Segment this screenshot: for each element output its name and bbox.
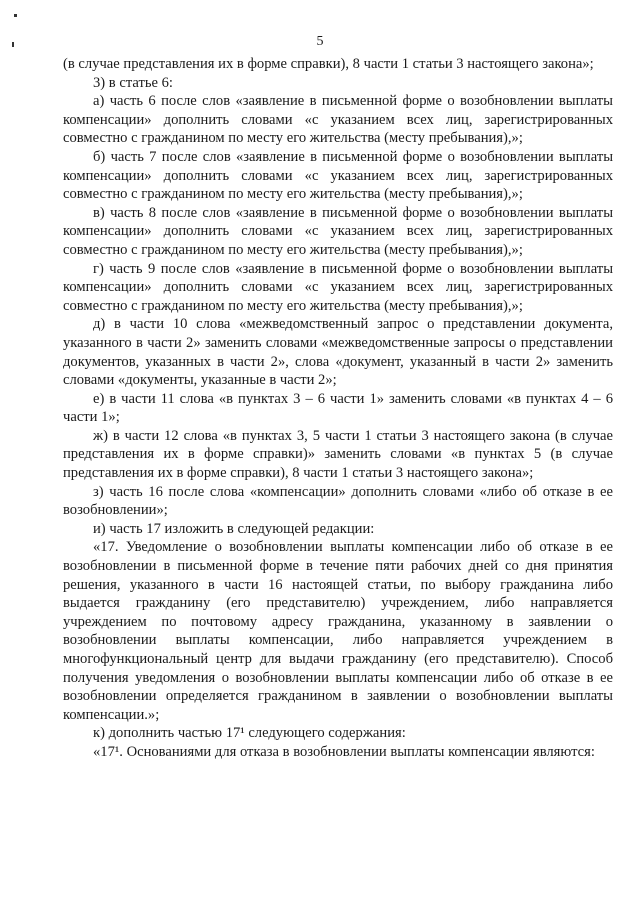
paragraph: в) часть 8 после слов «заявление в письменной форме о возобновлении выплаты компенсации» дополнить словами «с указанием всех лиц, зарегистрированных совместно с гражданином по месту его жительства (месту пребывания),»; xyxy=(63,204,613,258)
paragraph: и) часть 17 изложить в следующей редакции: xyxy=(93,520,375,537)
paragraph: к) дополнить частью 17¹ следующего содержания: xyxy=(93,725,406,742)
page-number: 5 xyxy=(316,34,324,49)
paragraph: ж) в части 12 слова «в пунктах 3, 5 части 1 статьи 3 настоящего закона (в случае представления их в форме справки)» заменить словами «в пунктах 5 (в случае представления их в форме справки), 8 части 1 статьи 3 настоящего закона»; xyxy=(63,427,613,482)
paragraph: г) часть 9 после слов «заявление в письменной форме о возобновлении выплаты компенсации» дополнить словами «с указанием всех лиц, зарегистрированных совместно с гражданином по месту его жительства (месту пребывания),»; xyxy=(63,260,613,314)
paragraph: з) часть 16 после слова «компенсации» дополнить словами «либо об отказе в ее возобновлении»; xyxy=(63,483,613,519)
paragraph: «17¹. Основаниями для отказа в возобновлении выплаты компенсации являются: xyxy=(93,743,595,760)
paragraph: а) часть 6 после слов «заявление в письменной форме о возобновлении выплаты компенсации» дополнить словами «с указанием всех лиц, зарегистрированных совместно с гражданином по месту его жительства (месту пребывания),»; xyxy=(63,93,613,147)
paragraph: е) в части 11 слова «в пунктах 3 – 6 части 1» заменить словами «в пунктах 4 – 6 части 1»; xyxy=(63,390,613,426)
paragraph: б) часть 7 после слов «заявление в письменной форме о возобновлении выплаты компенсации» дополнить словами «с указанием всех лиц, зарегистрированных совместно с гражданином по месту его жительства (месту пребывания),»; xyxy=(63,148,613,203)
scan-speck xyxy=(14,14,17,17)
paragraph: (в случае представления их в форме справки), 8 части 1 статьи 3 настоящего закона»; xyxy=(63,56,594,72)
document-body xyxy=(63,55,613,762)
paragraph: «17. Уведомление о возобновлении выплаты компенсации либо об отказе в ее возобновлении в письменной форме в течение пяти рабочих дней со дня принятия решения, указанного в части 16 настоящей статьи, по выбору гражданина либо выдается гражданину (его представителю) учреждением, либо направляется учреждением по почтовому адресу гражданина, указанному в заявлении о возобновлении выплаты компенсации, либо направляется учреждением в многофункциональный центр для выдачи гражданину (его представителю). Способ получения уведомления о возобновлении выплаты компенсации либо об отказе в ее возобновлении определяется гражданином в заявлении о возобновлении выплаты компенсации.»; xyxy=(63,539,613,723)
paragraph: д) в части 10 слова «межведомственный запрос о представлении документа, указанного в части 2» заменить словами «межведомственные запросы о представлении документов, указанных в части 2», слова «документ, указанный в части 2» заменить словами «документы, указанные в части 2»; xyxy=(63,316,613,389)
paragraph: 3) в статье 6: xyxy=(93,74,173,91)
